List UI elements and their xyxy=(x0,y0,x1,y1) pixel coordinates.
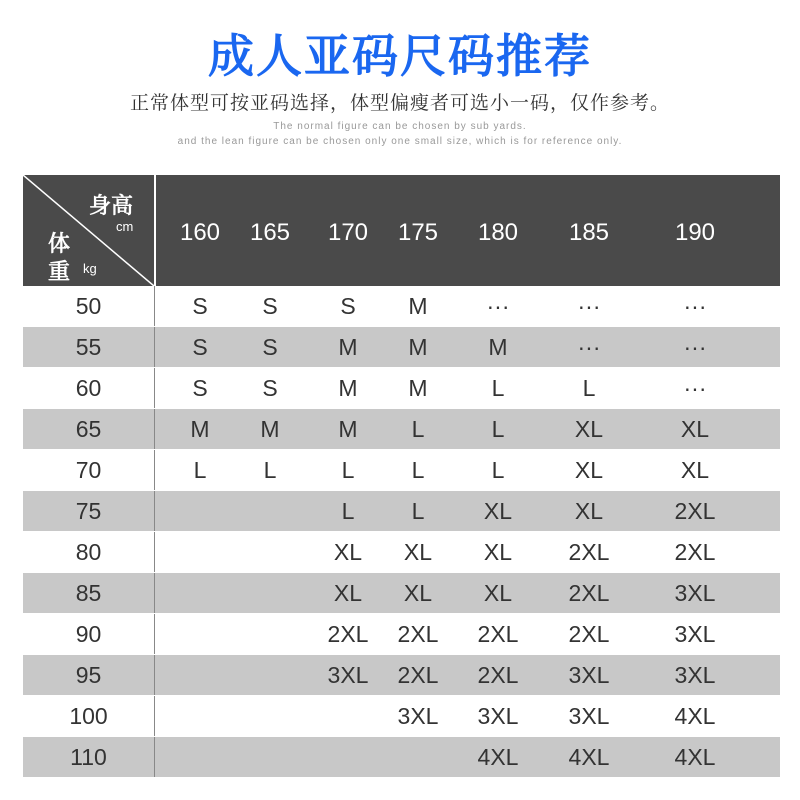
size-cell: 2XL xyxy=(568,621,610,647)
weight-cell: 50 xyxy=(23,286,155,326)
size-cell xyxy=(230,737,310,777)
size-cell: 2XL xyxy=(327,621,369,647)
height-column-header: 190 xyxy=(674,219,716,246)
height-unit: cm xyxy=(116,219,134,234)
size-cell: L xyxy=(491,416,505,442)
size-cell: L xyxy=(263,457,277,483)
size-cell: XL xyxy=(483,498,513,524)
size-cell: M xyxy=(408,293,428,319)
size-cell xyxy=(230,696,310,736)
size-cell: M xyxy=(338,375,358,401)
size-cell: M xyxy=(260,416,280,442)
table-header xyxy=(23,175,780,286)
weight-label-2: 重 xyxy=(48,260,71,285)
height-column-header: 175 xyxy=(397,219,439,246)
table-row xyxy=(23,532,780,573)
size-cell xyxy=(308,696,388,736)
size-cell: 3XL xyxy=(477,703,519,729)
size-cell: 4XL xyxy=(674,703,716,729)
size-cell: L xyxy=(341,498,355,524)
size-cell: ··· xyxy=(577,334,601,360)
weight-cell: 75 xyxy=(23,491,155,531)
size-cell: L xyxy=(193,457,207,483)
table-corner-cell xyxy=(23,175,156,286)
height-column-header: 180 xyxy=(477,219,519,246)
page-title: 成人亚码尺码推荐 xyxy=(208,29,592,83)
size-cell: L xyxy=(341,457,355,483)
size-cell xyxy=(308,737,388,777)
weight-cell: 80 xyxy=(23,532,155,572)
size-cell: S xyxy=(262,293,278,319)
size-cell: M xyxy=(408,334,428,360)
weight-cell: 85 xyxy=(23,573,155,613)
size-cell: 3XL xyxy=(674,621,716,647)
english-note-line-2: and the lean figure can be chosen only one small size, which is for reference only. xyxy=(177,136,623,147)
size-cell: S xyxy=(262,375,278,401)
table-row xyxy=(23,491,780,532)
weight-cell: 55 xyxy=(23,327,155,367)
table-row xyxy=(23,368,780,409)
size-cell: L xyxy=(411,498,425,524)
size-cell xyxy=(230,532,310,572)
height-column-header: 165 xyxy=(249,219,291,246)
height-column-header: 185 xyxy=(568,219,610,246)
table-row xyxy=(23,614,780,655)
size-cell: L xyxy=(411,457,425,483)
size-cell: M xyxy=(408,375,428,401)
size-cell: 3XL xyxy=(568,662,610,688)
size-cell xyxy=(230,655,310,695)
height-label: 身高 xyxy=(89,194,134,219)
size-cell: XL xyxy=(483,539,513,565)
size-cell: 3XL xyxy=(674,662,716,688)
size-cell: M xyxy=(190,416,210,442)
size-cell xyxy=(160,696,240,736)
size-cell: ··· xyxy=(683,375,707,401)
weight-cell: 70 xyxy=(23,450,155,490)
table-row xyxy=(23,737,780,778)
size-cell: 4XL xyxy=(674,744,716,770)
size-cell xyxy=(230,614,310,654)
size-cell: S xyxy=(262,334,278,360)
size-cell: L xyxy=(411,416,425,442)
size-cell: 2XL xyxy=(477,621,519,647)
size-cell: L xyxy=(491,375,505,401)
size-cell: M xyxy=(338,334,358,360)
page-subtitle: 正常体型可按亚码选择，体型偏瘦者可选小一码，仅作参考。 xyxy=(129,92,670,114)
size-cell xyxy=(378,737,458,777)
size-cell xyxy=(160,737,240,777)
size-cell: ··· xyxy=(683,334,707,360)
size-cell: XL xyxy=(333,580,363,606)
size-cell: 2XL xyxy=(397,662,439,688)
size-cell: ··· xyxy=(683,293,707,319)
size-cell: 3XL xyxy=(327,662,369,688)
weight-cell: 95 xyxy=(23,655,155,695)
size-cell: 2XL xyxy=(674,539,716,565)
size-cell: 4XL xyxy=(477,744,519,770)
table-row xyxy=(23,286,780,327)
size-cell: 2XL xyxy=(568,539,610,565)
size-cell: 3XL xyxy=(674,580,716,606)
size-cell: XL xyxy=(680,416,710,442)
size-cell: XL xyxy=(483,580,513,606)
size-cell: 2XL xyxy=(397,621,439,647)
size-cell: M xyxy=(488,334,508,360)
weight-cell: 100 xyxy=(23,696,155,736)
weight-label-1: 体 xyxy=(48,232,71,257)
size-cell: ··· xyxy=(486,293,510,319)
height-column-header: 170 xyxy=(327,219,369,246)
size-cell: ··· xyxy=(577,293,601,319)
weight-cell: 110 xyxy=(23,737,155,777)
size-cell: 2XL xyxy=(568,580,610,606)
size-cell: 4XL xyxy=(568,744,610,770)
weight-unit: kg xyxy=(83,261,97,276)
size-chart-table xyxy=(23,175,780,778)
table-row xyxy=(23,696,780,737)
size-cell: XL xyxy=(403,539,433,565)
english-note-line-1: The normal figure can be chosen by sub yards. xyxy=(273,121,527,132)
size-cell xyxy=(160,532,240,572)
size-cell xyxy=(160,614,240,654)
size-cell: 2XL xyxy=(477,662,519,688)
size-cell: XL xyxy=(680,457,710,483)
weight-cell: 90 xyxy=(23,614,155,654)
size-cell: XL xyxy=(574,498,604,524)
size-cell: S xyxy=(192,375,208,401)
size-cell: 2XL xyxy=(674,498,716,524)
size-cell: S xyxy=(192,293,208,319)
size-cell xyxy=(160,491,240,531)
table-row xyxy=(23,327,780,368)
weight-cell: 60 xyxy=(23,368,155,408)
size-cell: XL xyxy=(574,457,604,483)
table-row xyxy=(23,450,780,491)
size-cell xyxy=(160,655,240,695)
size-cell: M xyxy=(338,416,358,442)
size-cell xyxy=(160,573,240,613)
table-row xyxy=(23,409,780,450)
size-cell: 3XL xyxy=(397,703,439,729)
size-cell: 3XL xyxy=(568,703,610,729)
weight-cell: 65 xyxy=(23,409,155,449)
table-row xyxy=(23,573,780,614)
size-cell xyxy=(230,573,310,613)
height-column-header: 160 xyxy=(179,219,221,246)
size-cell xyxy=(230,491,310,531)
size-cell: L xyxy=(582,375,596,401)
size-cell: XL xyxy=(574,416,604,442)
size-cell: S xyxy=(340,293,356,319)
size-cell: S xyxy=(192,334,208,360)
table-row xyxy=(23,655,780,696)
size-cell: XL xyxy=(403,580,433,606)
size-cell: L xyxy=(491,457,505,483)
size-cell: XL xyxy=(333,539,363,565)
